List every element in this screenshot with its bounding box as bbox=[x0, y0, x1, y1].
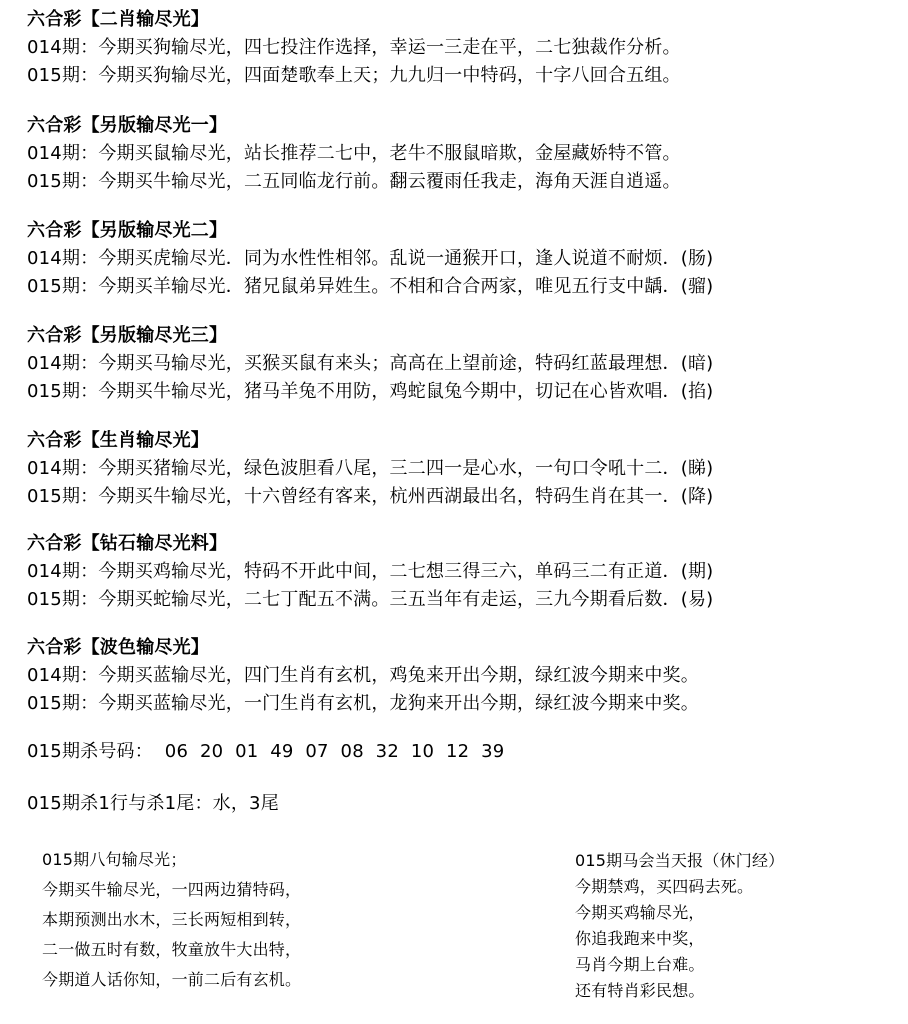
kill-numbers: 015期杀号码： 06 20 01 49 07 08 32 10 12 39 bbox=[27, 741, 505, 762]
box-line: 还有特肖彩民想。 bbox=[575, 981, 705, 1000]
section-line: 014期：今期买狗输尽光，四七投注作选择，幸运一三走在平，二七独裁作分析。 bbox=[27, 37, 681, 58]
section-4 bbox=[27, 322, 902, 406]
section-1 bbox=[27, 6, 902, 90]
box-title: 015期八句输尽光； bbox=[42, 850, 187, 869]
section-line: 015期：今期买牛输尽光，二五同临龙行前。翻云覆雨任我走，海角天涯自逍遥。 bbox=[27, 171, 681, 192]
section-2 bbox=[27, 112, 902, 196]
section-line: 014期：今期买鸡输尽光，特码不开此中间，二七想三得三六，单码三二有正道．(期) bbox=[27, 561, 714, 582]
section-line: 015期：今期买牛输尽光，十六曾经有客来，杭州西湖最出名，特码生肖在其一．(降) bbox=[27, 486, 714, 507]
box-line: 本期预测出水木，三长两短相到转， bbox=[42, 910, 302, 929]
section-line: 015期：今期买蛇输尽光，二七丁配五不满。三五当年有走运，三九今期看后数．(易) bbox=[27, 589, 714, 610]
horse-club-box bbox=[575, 848, 784, 1004]
box-line: 今期买鸡输尽光， bbox=[575, 903, 705, 922]
kill-numbers-section bbox=[27, 738, 902, 766]
box-line: 你追我跑来中奖， bbox=[575, 929, 705, 948]
section-line: 014期：今期买虎输尽光．同为水性性相邻。乱说一通猴开口，逢人说道不耐烦．(肠) bbox=[27, 248, 714, 269]
section-line: 015期：今期买牛输尽光，猪马羊兔不用防，鸡蛇鼠兔今期中，切记在心皆欢唱．(掐) bbox=[27, 381, 714, 402]
box-line: 今期买牛输尽光，一四两边猜特码， bbox=[42, 880, 302, 899]
section-title: 六合彩【另版输尽光三】 bbox=[27, 325, 228, 346]
box-line: 二一做五时有数，牧童放牛大出特， bbox=[42, 940, 302, 959]
box-line: 今期禁鸡，买四码去死。 bbox=[575, 877, 754, 896]
section-title: 六合彩【生肖输尽光】 bbox=[27, 430, 209, 451]
section-line: 014期：今期买猪输尽光，绿色波胆看八尾，三二四一是心水，一句口令吼十二．(睇) bbox=[27, 458, 714, 479]
section-line: 014期：今期买蓝输尽光，四门生肖有玄机，鸡兔来开出今期，绿红波今期来中奖。 bbox=[27, 665, 699, 686]
section-title: 六合彩【二肖输尽光】 bbox=[27, 9, 209, 30]
eight-lines-box bbox=[42, 845, 301, 995]
kill-tail-section bbox=[27, 790, 902, 818]
section-line: 014期：今期买马输尽光，买猴买鼠有来头；高高在上望前途，特码红蓝最理想．(暗) bbox=[27, 353, 714, 374]
section-title: 六合彩【另版输尽光一】 bbox=[27, 115, 228, 136]
section-title: 六合彩【波色输尽光】 bbox=[27, 637, 209, 658]
section-5 bbox=[27, 427, 902, 511]
section-line: 015期：今期买羊输尽光．猪兄鼠弟异姓生。不相和合合两家，唯见五行支中龋．(骝) bbox=[27, 276, 714, 297]
section-3 bbox=[27, 217, 902, 301]
section-7 bbox=[27, 634, 902, 718]
box-title: 015期马会当天报（休门经） bbox=[575, 851, 785, 870]
section-line: 015期：今期买狗输尽光，四面楚歌奉上天；九九归一中特码，十字八回合五组。 bbox=[27, 65, 681, 86]
section-line: 014期：今期买鼠输尽光，站长推荐二七中，老牛不服鼠暗欺，金屋藏娇特不管。 bbox=[27, 143, 681, 164]
section-6 bbox=[27, 530, 902, 614]
section-title: 六合彩【另版输尽光二】 bbox=[27, 220, 228, 241]
box-line: 马肖今期上台难。 bbox=[575, 955, 705, 974]
section-line: 015期：今期买蓝输尽光，一门生肖有玄机，龙狗来开出今期，绿红波今期来中奖。 bbox=[27, 693, 699, 714]
section-title: 六合彩【钻石输尽光料】 bbox=[27, 533, 228, 554]
box-line: 今期道人话你知，一前二后有玄机。 bbox=[42, 970, 302, 989]
kill-tail: 015期杀1行与杀1尾：水，3尾 bbox=[27, 793, 279, 814]
